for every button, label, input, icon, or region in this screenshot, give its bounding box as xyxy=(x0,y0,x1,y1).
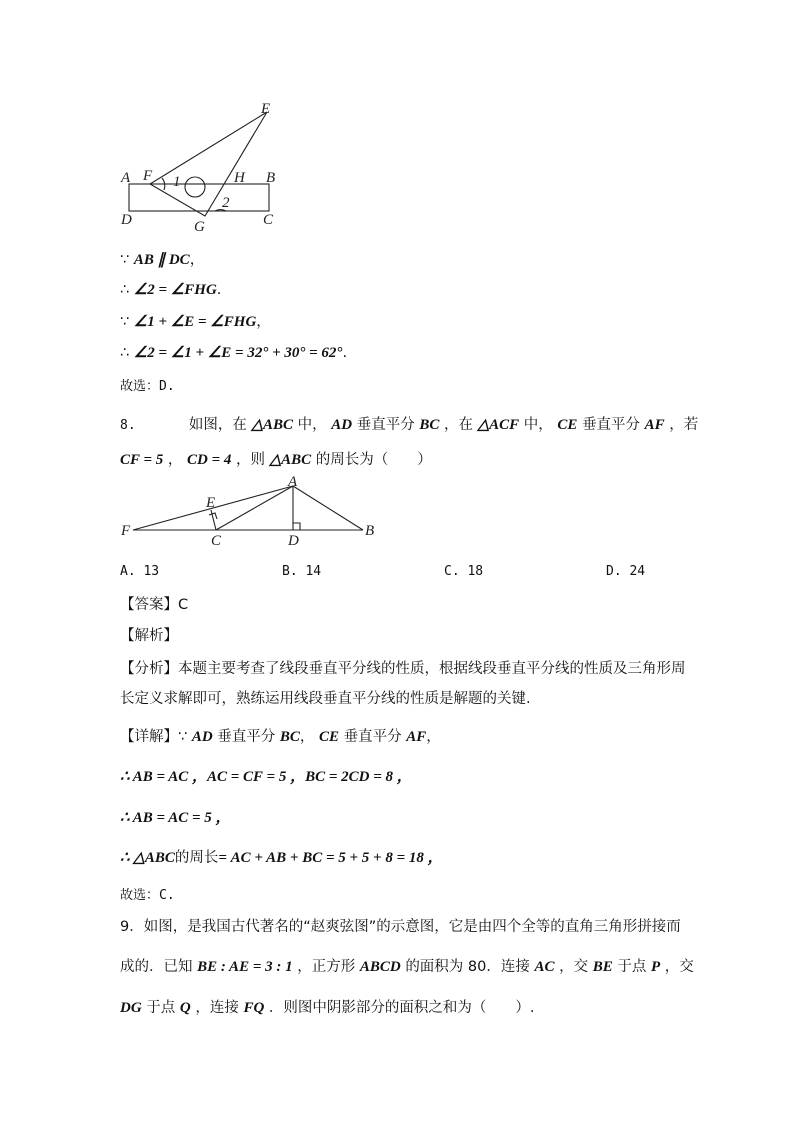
detail-line2: ∴ AB = AC ，AC = CF = 5 ，BC = 2CD = 8 ， xyxy=(120,769,412,785)
label-1: 1 xyxy=(173,174,181,190)
math-expr: CE xyxy=(319,729,340,745)
text: ， xyxy=(299,729,315,745)
text: 中， xyxy=(523,417,553,433)
right-angle-D xyxy=(293,523,300,530)
option-a: A. 13 xyxy=(120,564,160,579)
analysis-heading: 【解析】 xyxy=(120,628,178,644)
text: 于点 xyxy=(146,1000,176,1016)
analysis-line1: 【分析】本题主要考查了线段垂直平分线的性质，根据线段垂直平分线的性质及三角形周 xyxy=(120,661,686,677)
label-F: F xyxy=(143,168,153,184)
label-A: A xyxy=(121,170,131,186)
math-expr: ∠2 = ∠FHG xyxy=(133,282,217,298)
math-expr: AF xyxy=(644,417,665,433)
math-expr: CE xyxy=(557,417,578,433)
sol7-choice: 故选：D. xyxy=(120,379,175,394)
label-G: G xyxy=(194,219,205,235)
math-expr: CD = 4 xyxy=(187,452,232,468)
text: ，在 xyxy=(443,417,473,433)
math-expr: ∴ △ABC xyxy=(120,850,175,866)
label-F: F xyxy=(121,523,131,539)
segment-AC xyxy=(216,486,293,530)
punct: ， xyxy=(256,314,271,330)
label-E: E xyxy=(206,495,216,511)
text: 于点 xyxy=(617,959,647,975)
math-expr: Q xyxy=(179,1000,191,1016)
q8-stem-line1 xyxy=(120,413,698,434)
sol7-line1 xyxy=(120,248,204,269)
rectangle-ABCD xyxy=(129,184,269,211)
label-A: A xyxy=(288,474,298,490)
label-D: D xyxy=(121,212,132,228)
label-E: E xyxy=(261,101,271,117)
segment-AB xyxy=(293,486,363,530)
text: 的周长 xyxy=(174,850,219,866)
label-D: D xyxy=(288,533,299,549)
text: 垂直平分 xyxy=(343,729,402,745)
text: ，交 xyxy=(559,959,589,975)
text: ．则图中阴影部分的面积之和为（ ）. xyxy=(268,1000,535,1016)
sol7-line2 xyxy=(120,280,221,299)
q8-choice: 故选：C. xyxy=(120,888,175,903)
option-d: D. 24 xyxy=(606,564,646,579)
math-expr: ABCD xyxy=(359,959,401,975)
therefore-symbol: ∴ xyxy=(120,345,130,361)
text: ，则 xyxy=(236,452,266,468)
math-expr: BE xyxy=(592,959,613,975)
option-b: B. 14 xyxy=(282,564,322,579)
math-expr: ∠1 + ∠E = ∠FHG xyxy=(133,314,257,330)
punct: . xyxy=(342,345,348,361)
math-expr: CF = 5 xyxy=(120,452,164,468)
answer-label: 【答案】C xyxy=(120,597,189,613)
text: ，若 xyxy=(669,417,699,433)
text: 的面积为 80．连接 xyxy=(405,959,530,975)
text: 成的．已知 xyxy=(120,959,193,975)
analysis-line2: 长定义求解即可，熟练运用线段垂直平分线的性质是解题的关键. xyxy=(120,691,531,707)
math-expr: BE : AE = 3 : 1 xyxy=(197,959,293,975)
math-expr: ∠2 = ∠1 + ∠E = 32° + 30° = 62° xyxy=(133,345,343,361)
text: ，交 xyxy=(664,959,694,975)
math-expr: FQ xyxy=(243,1000,265,1016)
text: 垂直平分 xyxy=(581,417,640,433)
math-expr: BC xyxy=(419,417,440,433)
math-expr: △ABC xyxy=(251,417,294,433)
text: ，连接 xyxy=(195,1000,239,1016)
label-H: H xyxy=(234,170,245,186)
label-C: C xyxy=(263,212,274,228)
therefore-symbol: ∴ xyxy=(120,282,130,298)
math-expr: △ACF xyxy=(477,417,520,433)
circle-mark xyxy=(185,177,205,197)
math-expr: AD xyxy=(191,729,213,745)
figure-angle-diagram xyxy=(110,95,290,235)
because-symbol: ∵ xyxy=(120,314,130,330)
math-expr: AC xyxy=(534,959,555,975)
text: 垂直平分 xyxy=(356,417,415,433)
detail-line1 xyxy=(120,725,441,746)
detail-line3: ∴ AB = AC = 5 ， xyxy=(120,810,231,826)
detail-heading: 【详解】∵ xyxy=(120,729,188,745)
label-B: B xyxy=(365,523,375,539)
q8-stem-line2 xyxy=(120,448,432,469)
label-2: 2 xyxy=(222,195,230,211)
math-expr: P xyxy=(650,959,661,975)
punct: . xyxy=(216,282,222,298)
figure-perpendicular-bisector xyxy=(118,474,388,552)
label-B: B xyxy=(266,170,276,186)
text: 中， xyxy=(297,417,327,433)
math-expr: △ABC xyxy=(269,452,312,468)
math-expr: AB ∥ DC xyxy=(133,252,190,268)
label-C: C xyxy=(211,533,222,549)
q9-line2 xyxy=(120,955,694,976)
option-c: C. 18 xyxy=(444,564,484,579)
text: 如图，在 xyxy=(188,417,247,433)
because-symbol: ∵ xyxy=(120,252,130,268)
text: ， xyxy=(426,729,441,745)
q9-line1: 9．如图，是我国古代著名的“赵爽弦图”的示意图，它是由四个全等的直角三角形拼接而 xyxy=(120,919,681,935)
math-expr: AD xyxy=(331,417,353,433)
punct: ， xyxy=(189,252,205,268)
math-expr: DG xyxy=(120,1000,142,1016)
math-expr: = AC + AB + BC = 5 + 5 + 8 = 18 ， xyxy=(218,850,443,866)
sol7-line3 xyxy=(120,310,271,331)
q9-line3 xyxy=(120,996,535,1017)
text: 的周长为（ ） xyxy=(315,452,432,468)
text: ， xyxy=(167,452,183,468)
math-expr: AF xyxy=(406,729,427,745)
text: 垂直平分 xyxy=(217,729,276,745)
math-expr: BC xyxy=(279,729,300,745)
triangle-EFG xyxy=(150,112,267,216)
question-number: 8. xyxy=(120,418,136,433)
detail-line4 xyxy=(120,846,443,867)
sol7-line4 xyxy=(120,343,347,362)
text: ，正方形 xyxy=(297,959,356,975)
